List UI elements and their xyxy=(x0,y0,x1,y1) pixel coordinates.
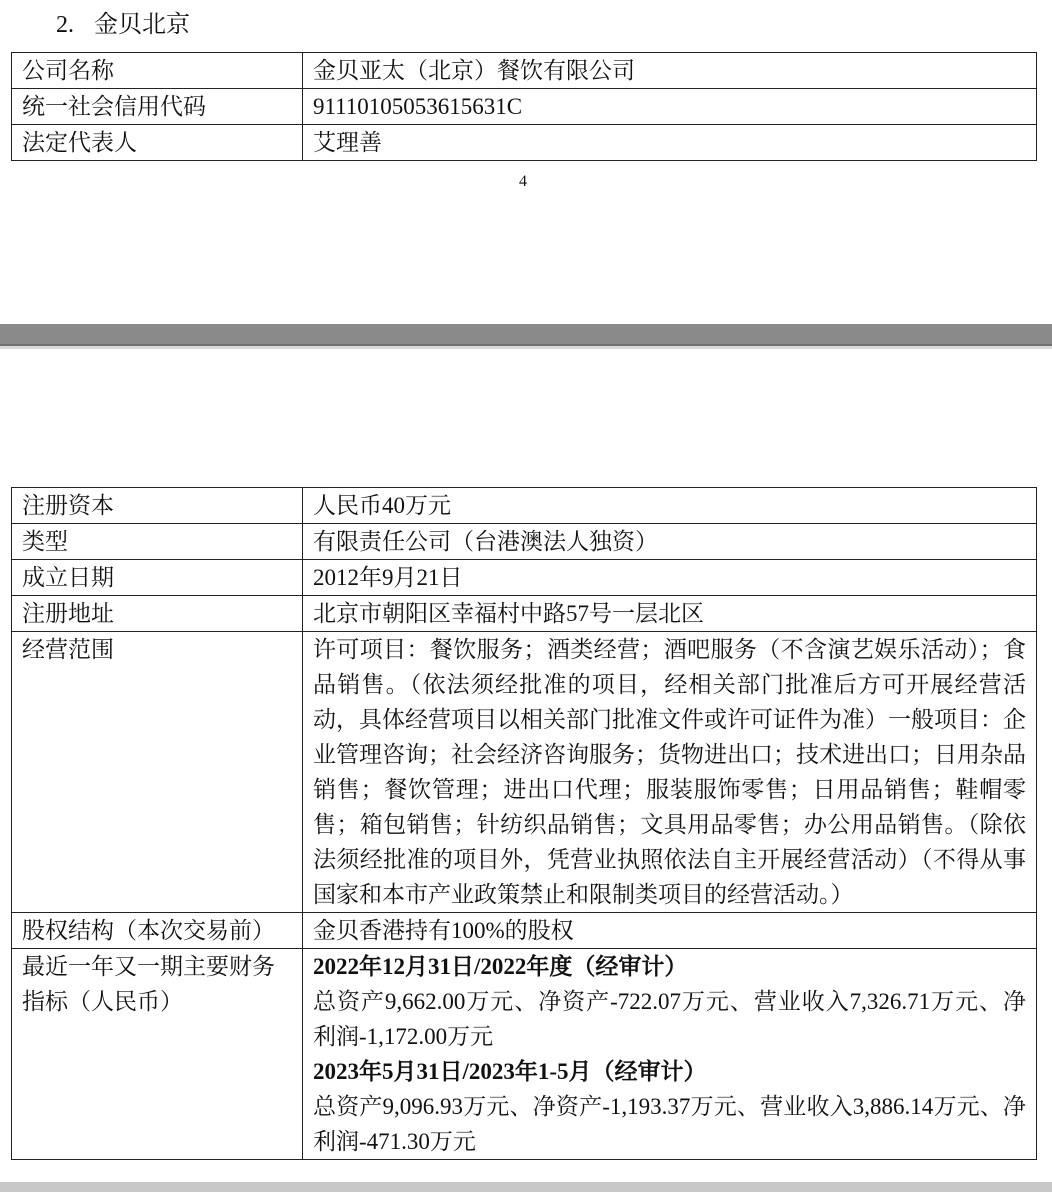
field-value: 北京市朝阳区幸福村中路57号一层北区 xyxy=(303,596,1037,632)
page-break-divider xyxy=(0,324,1052,346)
table-row xyxy=(12,949,1037,1160)
table-row xyxy=(12,596,1037,632)
page-break-shadow xyxy=(0,346,1052,349)
business-scope-value: 许可项目：餐饮服务；酒类经营；酒吧服务（不含演艺娱乐活动）；食品销售。（依法须经批准的项目，经相关部门批准后方可开展经营活动，具体经营项目以相关部门批准文件或许可证件为准）一般项目：企业管理咨询；社会经济咨询服务；货物进出口；技术进出口；日用杂品销售；餐饮管理；进出口代理；服装服饰零售；日用品销售；鞋帽零售；箱包销售；针纺织品销售；文具用品零售；办公用品销售。（除依法须经批准的项目外，凭营业执照依法自主开展经营活动）（不得从事国家和本市产业政策禁止和限制类项目的经营活动。） xyxy=(303,632,1037,913)
page-bottom-edge xyxy=(0,1182,1052,1192)
table-row xyxy=(12,560,1037,596)
table-row xyxy=(12,913,1037,949)
field-value: 艾理善 xyxy=(303,125,1037,161)
table-row xyxy=(12,53,1037,89)
field-label: 注册地址 xyxy=(12,596,303,632)
financial-indicators-value xyxy=(303,949,1037,1160)
field-label: 注册资本 xyxy=(12,488,303,524)
field-value: 金贝亚太（北京）餐饮有限公司 xyxy=(303,53,1037,89)
period-heading: 2022年12月31日/2022年度（经审计） xyxy=(313,954,688,979)
field-label: 最近一年又一期主要财务指标（人民币） xyxy=(12,949,303,1160)
field-label: 经营范围 xyxy=(12,632,303,913)
section-number: 2. xyxy=(56,12,74,38)
field-label: 统一社会信用代码 xyxy=(12,89,303,125)
table-row xyxy=(12,488,1037,524)
section-title: 金贝北京 xyxy=(94,12,190,38)
table-row xyxy=(12,632,1037,913)
table-row xyxy=(12,524,1037,560)
company-info-table-top xyxy=(11,52,1037,161)
section-heading xyxy=(56,8,190,42)
field-label: 成立日期 xyxy=(12,560,303,596)
field-value: 91110105053615631C xyxy=(303,89,1037,125)
table-row xyxy=(12,125,1037,161)
company-info-table-bottom xyxy=(11,487,1037,1160)
field-label: 股权结构（本次交易前） xyxy=(12,913,303,949)
period-figures: 总资产9,096.93万元、净资产-1,193.37万元、营业收入3,886.14万元、净利润-471.30万元 xyxy=(313,1094,1026,1154)
period-heading: 2023年5月31日/2023年1-5月（经审计） xyxy=(313,1059,707,1084)
field-label: 类型 xyxy=(12,524,303,560)
table-row xyxy=(12,89,1037,125)
period-figures: 总资产9,662.00万元、净资产-722.07万元、营业收入7,326.71万元、净利润-1,172.00万元 xyxy=(313,989,1026,1049)
page-number: 4 xyxy=(519,173,527,190)
field-value: 人民币40万元 xyxy=(303,488,1037,524)
field-value: 有限责任公司（台港澳法人独资） xyxy=(303,524,1037,560)
field-value: 2012年9月21日 xyxy=(303,560,1037,596)
field-label: 公司名称 xyxy=(12,53,303,89)
field-value: 金贝香港持有100%的股权 xyxy=(303,913,1037,949)
field-label: 法定代表人 xyxy=(12,125,303,161)
